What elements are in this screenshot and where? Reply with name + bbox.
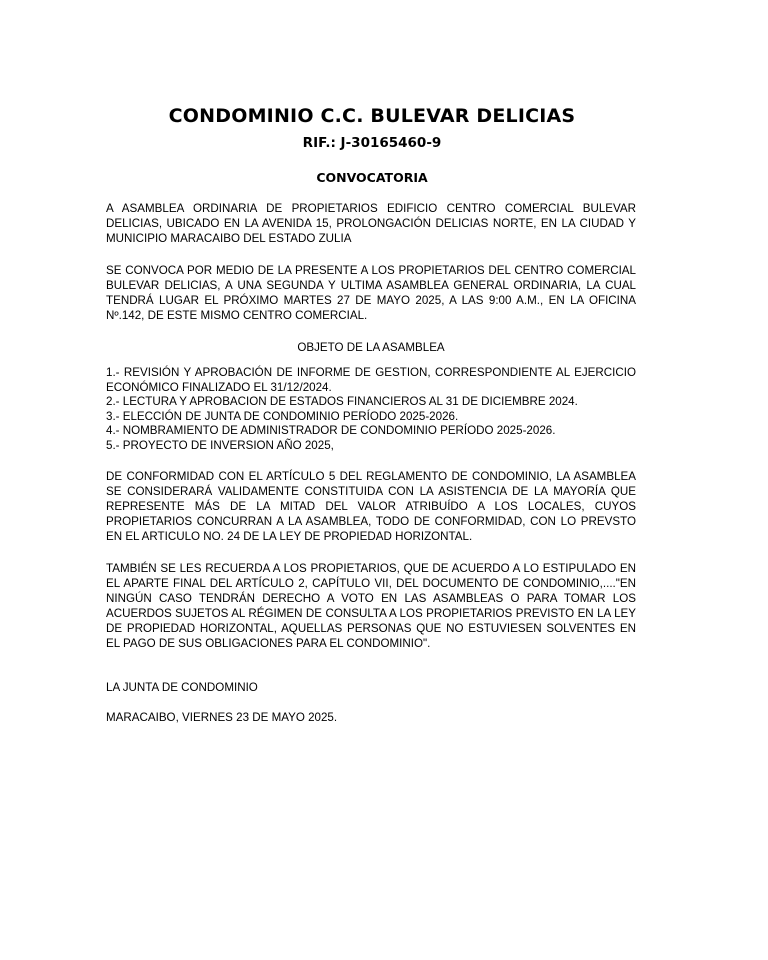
agenda-item: 2.- LECTURA Y APROBACION DE ESTADOS FINANCIEROS AL 31 DE DICIEMBRE 2024. — [106, 395, 578, 409]
convocation-paragraph-text: SE CONVOCA POR MEDIO DE LA PRESENTE A LOS PROPIETARIOS DEL CENTRO COMERCIAL BULEVAR DELICIAS, A UNA SEGUNDA Y ULTIMA ASAMBLEA GENERAL ORDINARIA, LA CUAL TENDRÁ LUGAR EL PRÓXIMO MARTES 27 DE MAYO 2025, A LAS 9:00 A.M., EN LA OFICINA Nº.142, DE ESTE MISMO CENTRO COMERCIAL. — [106, 264, 636, 322]
agenda-item: 3.- ELECCIÓN DE JUNTA DE CONDOMINIO PERÍODO 2025-2026. — [106, 409, 459, 423]
intro-paragraph — [106, 201, 636, 246]
reminder-paragraph-text: TAMBIÉN SE LES RECUERDA A LOS PROPIETARIOS, QUE DE ACUERDO A LO ESTIPULADO EN EL APARTE FINAL DEL ARTÍCULO 2, CAPÍTULO VII, DEL DOCUMENTO DE CONDOMINIO,...."EN NINGÚN CASO TENDRÁN DERECHO A VOTO EN LAS ASAMBLEAS O PARA TOMAR LOS ACUERDOS SUJETOS AL RÉGIMEN DE CONSULTA A LOS PROPIETARIOS PREVISTO EN LA LEY DE PROPIEDAD HORIZONTAL, AQUELLAS PERSONAS QUE NO ESTUVIESEN SOLVENTES EN EL PAGO DE SUS OBLIGACIONES PARA EL CONDOMINIO". — [106, 562, 636, 650]
agenda-item: 5.- PROYECTO DE INVERSION AÑO 2025, — [106, 438, 334, 452]
quorum-paragraph-text: DE CONFORMIDAD CON EL ARTÍCULO 5 DEL REGLAMENTO DE CONDOMINIO, LA ASAMBLEA SE CONSIDERARÁ VALIDAMENTE CONSTITUIDA CON LA ASISTENCIA DE LA MAYORÍA QUE REPRESENTE MÁS DE LA MITAD DEL VALOR ATRIBUÍDO A LOS LOCALES, CUYOS PROPIETARIOS CONCURRAN A LA ASAMBLEA, TODO DE CONFORMIDAD, CON LO PREVSTO EN EL ARTICULO NO. 24 DE LA LEY DE PROPIEDAD HORIZONTAL. — [106, 470, 636, 543]
signature-line: LA JUNTA DE CONDOMINIO — [106, 681, 258, 694]
date-line: MARACAIBO, VIERNES 23 DE MAYO 2025. — [106, 711, 338, 724]
objeto-heading: OBJETO DE LA ASAMBLEA — [297, 341, 445, 354]
document-title: CONDOMINIO C.C. BULEVAR DELICIAS — [168, 105, 576, 127]
convocation-paragraph — [106, 263, 636, 323]
agenda-item: 4.- NOMBRAMIENTO DE ADMINISTRADOR DE CONDOMINIO PERÍODO 2025-2026. — [106, 424, 556, 438]
reminder-paragraph — [106, 561, 636, 651]
agenda-item: 1.- REVISIÓN Y APROBACIÓN DE INFORME DE GESTION, CORRESPONDIENTE AL EJERCICIO ECONÓMICO FINALIZADO EL 31/12/2024. — [106, 366, 636, 394]
rif-number: RIF.: J-30165460-9 — [302, 135, 442, 151]
intro-paragraph-text: A ASAMBLEA ORDINARIA DE PROPIETARIOS EDIFICIO CENTRO COMERCIAL BULEVAR DELICIAS, UBICADO EN LA AVENIDA 15, PROLONGACIÓN DELICIAS NORTE, EN LA CIUDAD Y MUNICIPIO MARACAIBO DEL ESTADO ZULIA — [106, 202, 636, 245]
agenda-list — [106, 366, 636, 454]
quorum-paragraph — [106, 469, 636, 544]
convocatoria-heading: CONVOCATORIA — [316, 170, 428, 185]
